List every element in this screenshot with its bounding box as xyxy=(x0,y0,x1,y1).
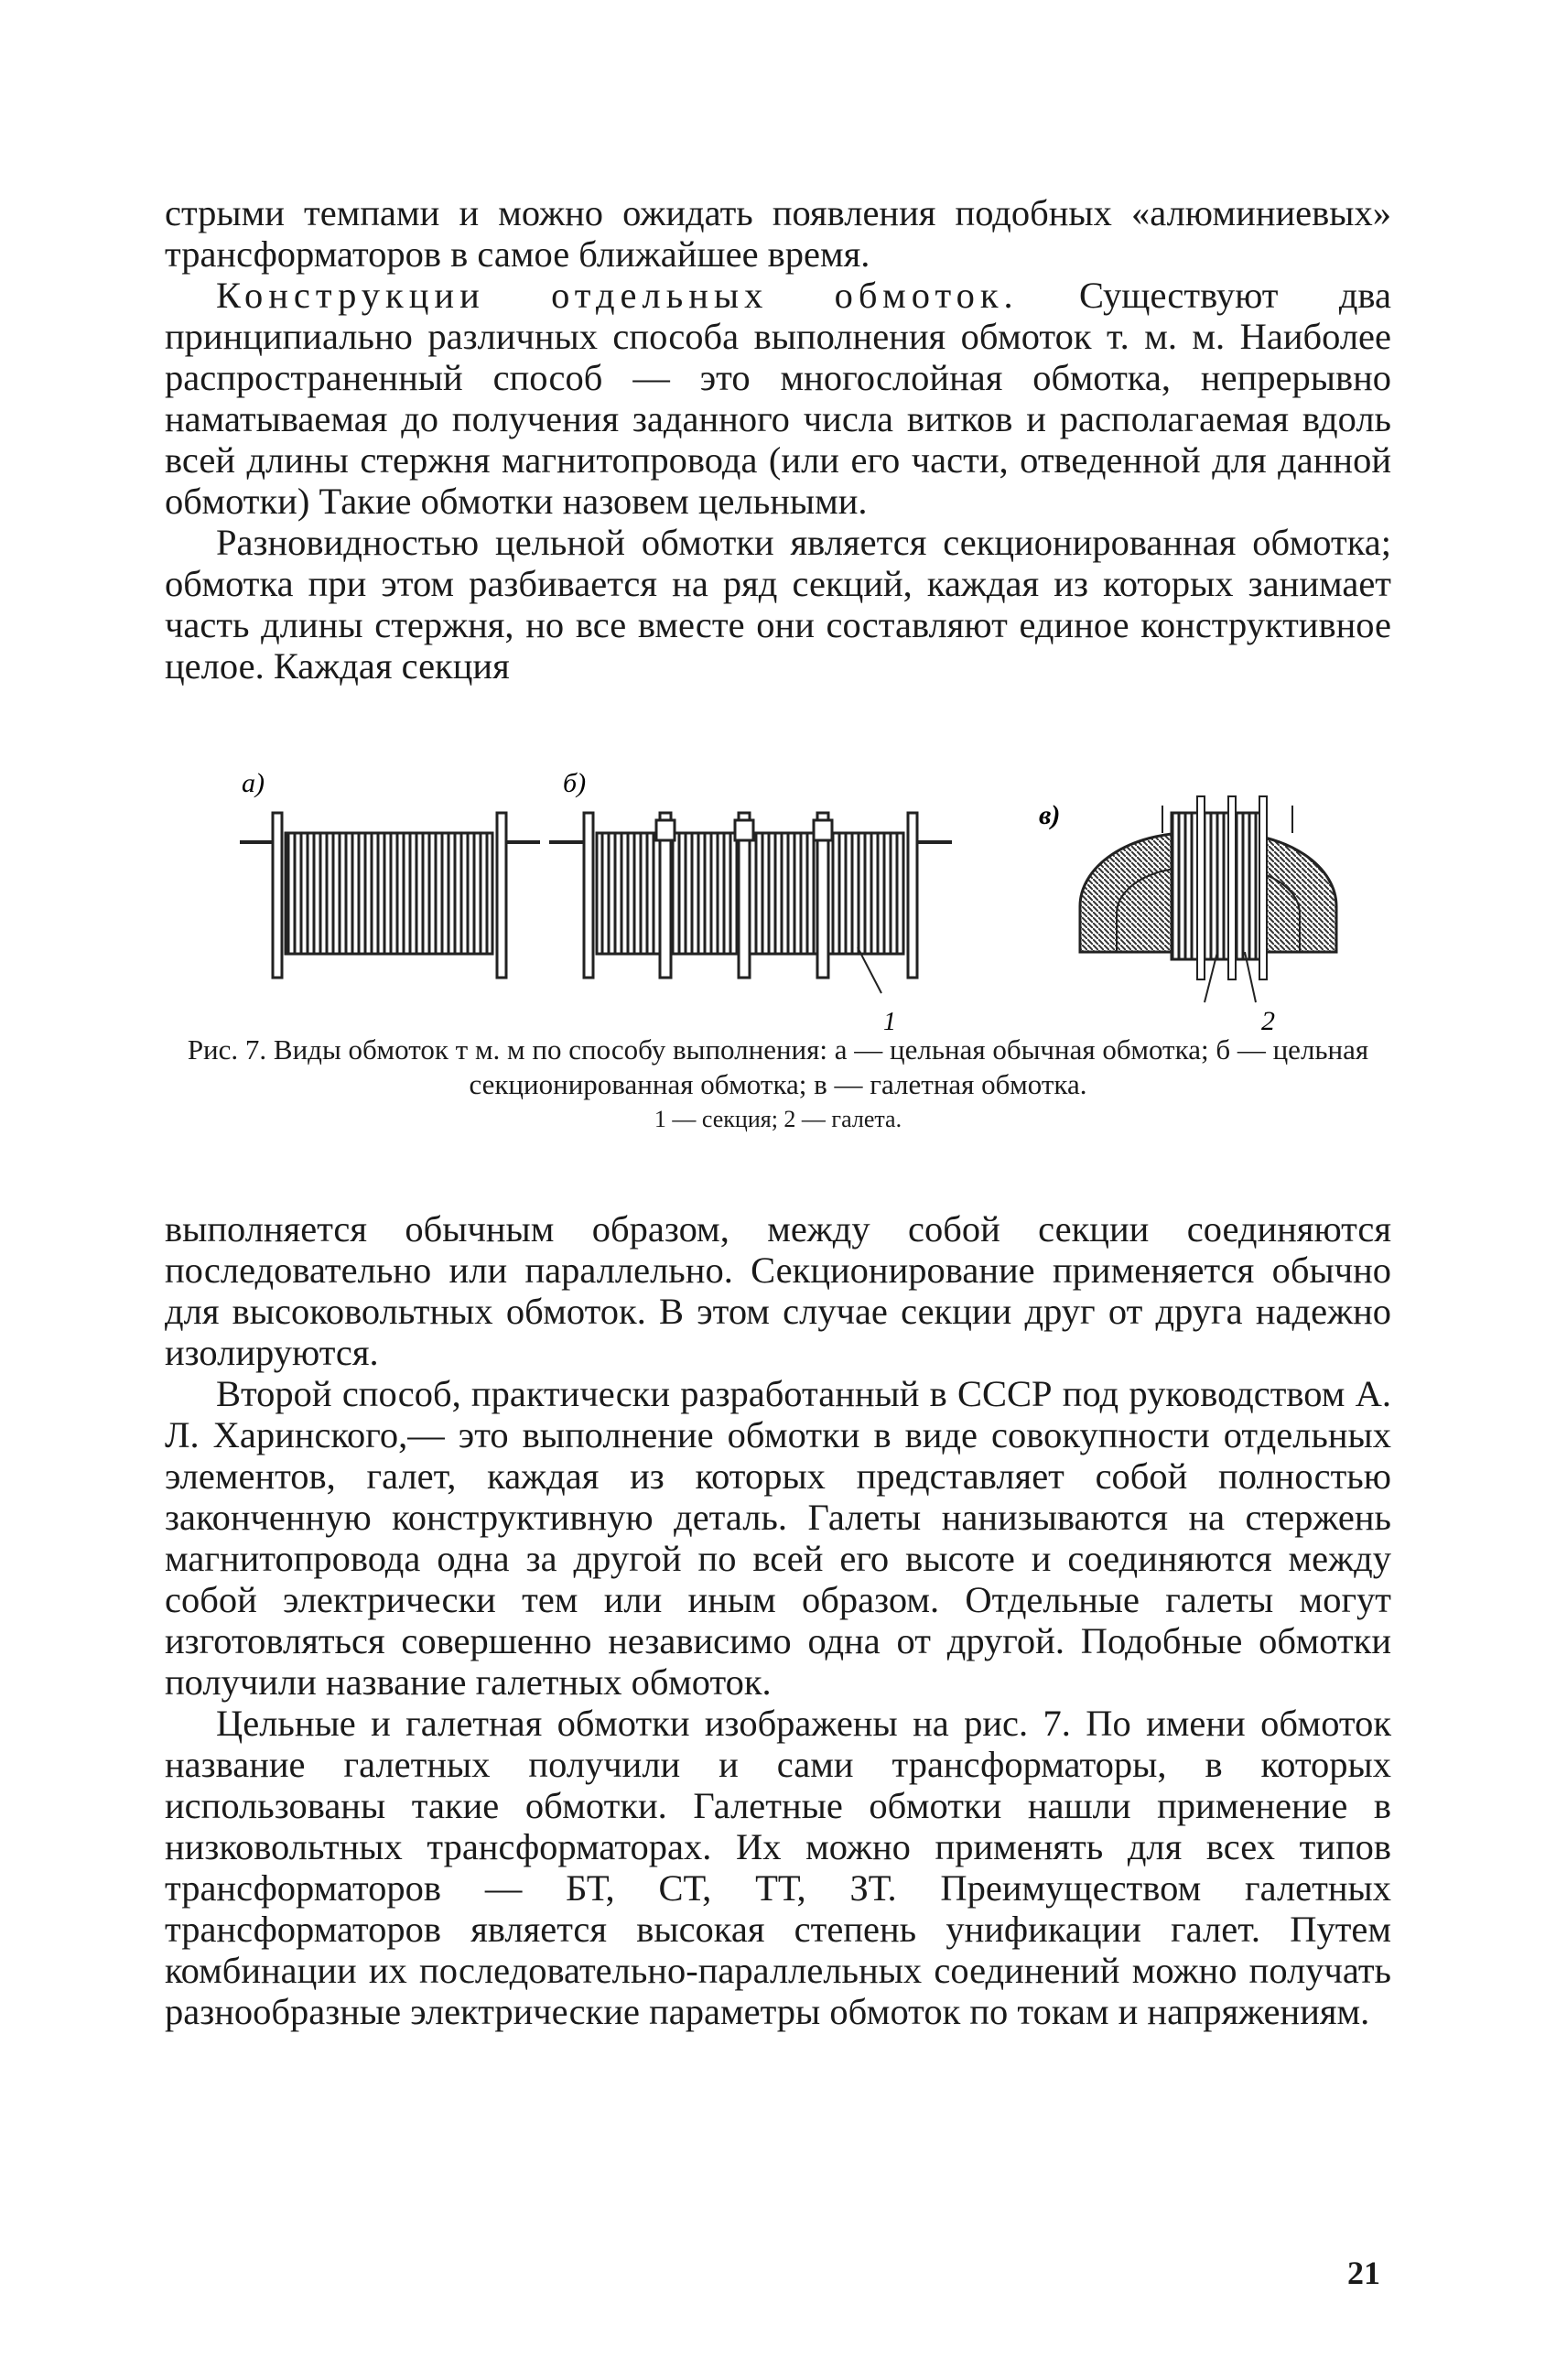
paragraph-2 xyxy=(165,275,1391,522)
callout-1: 1 xyxy=(883,1008,896,1036)
callout-2: 2 xyxy=(1261,1006,1275,1036)
caption-legend: 1 — секция; 2 — галета. xyxy=(654,1106,902,1132)
paragraph-5: Второй способ, практически разработанный в СССР под руководством А. Л. Харинского,— это выполнение обмотки в виде совокупности отдельных элементов, галет, каждая из которых представляет собой полностью законченную конструктивную деталь. Галеты нанизываются на стержень магнитопровода одна за другой по всей его высоте и соединяются между собой электрически тем или иным образом. Отдельные галеты могут изготовляться совершенно независимо одна от другой. Подобные обмотки получили название галетных обмоток. xyxy=(165,1373,1391,1703)
paragraph-6: Цельные и галетная обмотки изображены на рис. 7. По имени обмоток название галетных получили и сами трансформаторы, в которых использованы такие обмотки. Галетные обмотки нашли применение в низковольтных трансформаторах. Их можно применять для всех типов трансформаторов — БТ, СТ, ТТ, ЗТ. Преимуществом галетных трансформаторов является высокая степень унификации галет. Путем комбинации их последовательно-параллельных соединений можно получать разнообразные электрические параметры обмоток по токам и напряжениям. xyxy=(165,1703,1391,2032)
text-block-bottom xyxy=(165,1208,1391,2032)
figure-7-drawing xyxy=(165,769,1391,1044)
label-a: а) xyxy=(242,769,265,798)
paragraph-2-body: Существуют два принципиально различных способа выполнения обмоток т. м. м. Наиболее распространенный способ — это многослойная обмотка, непрерывно наматываемая до получения заданного числа витков и располагаемая вдоль всей длины стержня магнитопровода (или его части, отведенной для данной обмотки) Такие обмотки назовем цельными. xyxy=(165,275,1391,522)
page-number: 21 xyxy=(1347,2255,1380,2291)
label-b: б) xyxy=(563,769,587,798)
section-heading: Конструкции отдельных обмоток. xyxy=(216,275,1019,316)
text-block-top xyxy=(165,192,1391,687)
paragraph-4: выполняется обычным образом, между собой секции соединяются последовательно или параллельно. Секционирование применяется обычно для высоковольтных обмоток. В этом случае секции друг от друга надежно изолируются. xyxy=(165,1208,1391,1373)
paragraph-3: Разновидностью цельной обмотки является секционированная обмотка; обмотка при этом разбивается на ряд секций, каждая из которых занимает часть длины стержня, но все вместе они составляют единое конструктивное целое. Каждая секция xyxy=(165,522,1391,687)
figure-caption xyxy=(165,1033,1391,1137)
label-c: в) xyxy=(1039,800,1061,830)
caption-text: Рис. 7. Виды обмоток т м. м по способу выполнения: а — цельная обычная обмотка; б — цельная секционированная обмотка; в — галетная обмотка. xyxy=(187,1033,1369,1100)
winding-a xyxy=(240,813,540,978)
winding-b xyxy=(549,813,952,993)
paragraph-1: стрыми темпами и можно ожидать появления подобных «алюминиевых» трансформаторов в самое ближайшее время. xyxy=(165,192,1391,275)
winding-c xyxy=(1080,796,1336,1002)
